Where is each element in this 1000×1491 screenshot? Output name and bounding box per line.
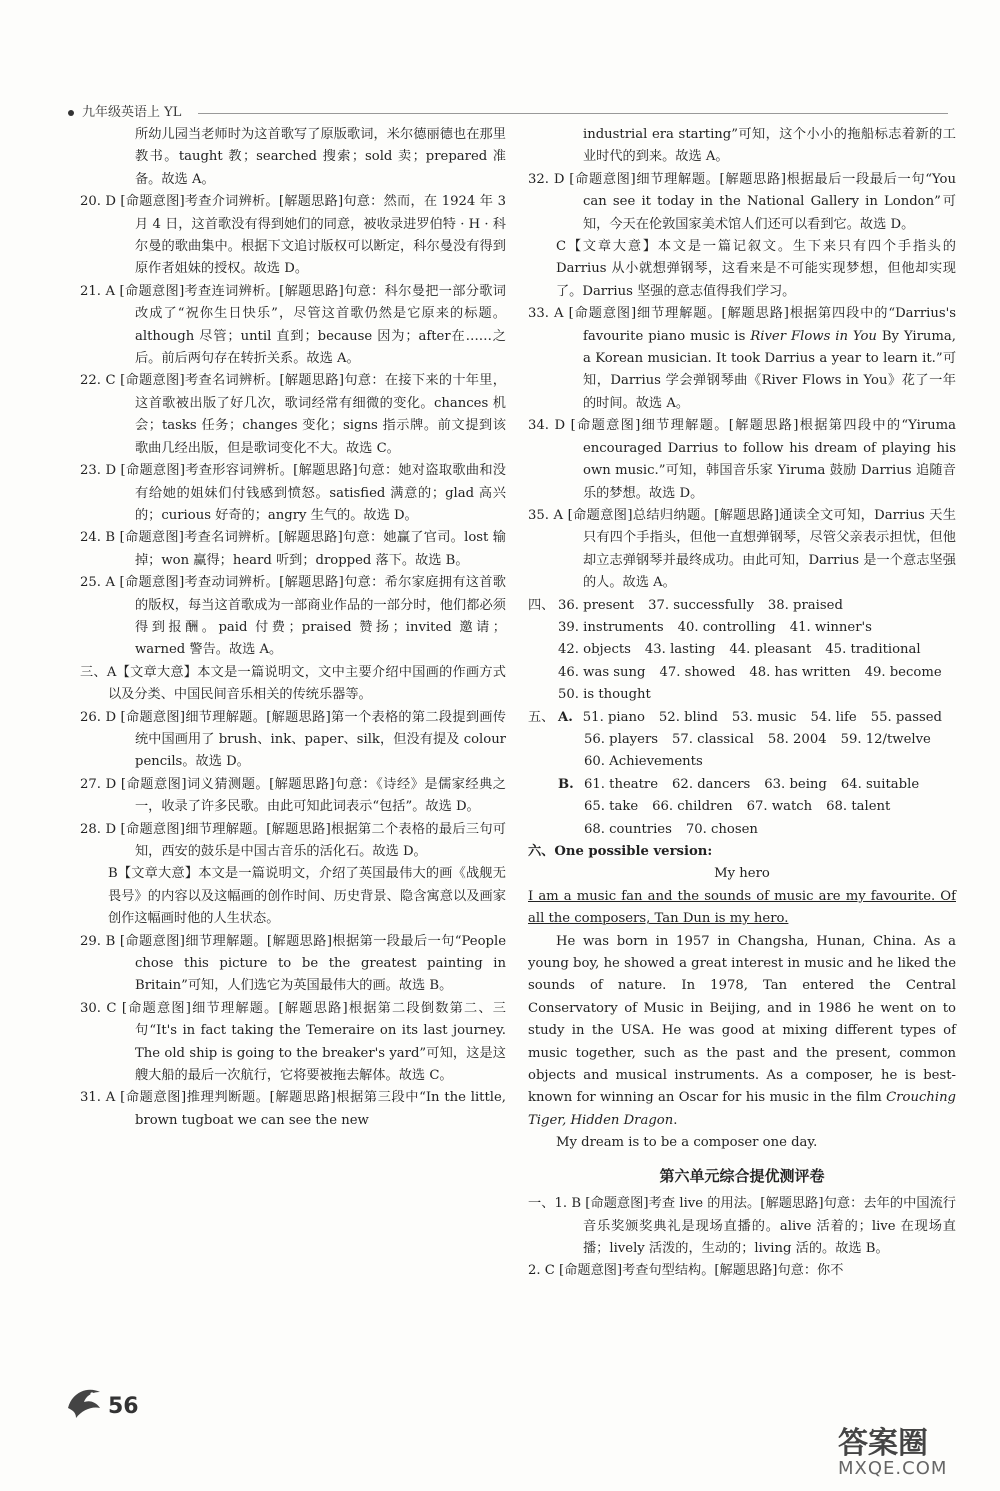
essay-opening: I am a music fan and the sounds of music are my favourite. Of all the composers, Tan Dun is my hero.	[528, 888, 956, 927]
answer-q24: 24. B [命题意图]考查名词辨析。[解题思路]句意：她赢了官司。lost 输掉；won 赢得；heard 听到；dropped 落下。故选 B。	[80, 530, 506, 568]
right-column	[528, 124, 956, 1283]
answer-item: 42. objects	[558, 642, 631, 658]
answer-q27: 27. D [命题意图]词义猜测题。[解题思路]句意：《诗经》是儒家经典之一，收录了许多民歌。由此可知此词表示“包括”。故选 D。	[80, 776, 506, 815]
answer-row	[558, 819, 956, 841]
answer-item: 62. dancers	[672, 776, 751, 792]
answer-q26: 26. D [命题意图]细节理解题。[解题思路]第一个表格的第二段提到画传统中国画用了 brush、ink、paper、silk，但没有提及 colour pencils。故选 D。	[80, 709, 506, 770]
answer-q29: 29. B [命题意图]细节理解题。[解题思路]根据第一段最后一句“People chose this picture to be the greatest painting in Britain”可知，人们选它为英国最伟大的画。故选 B。	[80, 933, 506, 994]
q33-text-a: 33. A [命题意图]细节理解题。[解题思路]根据第四段中的“Darrius's favourite piano music is	[528, 306, 956, 344]
answer-item: 53. music	[731, 709, 797, 725]
answer-item: 68. talent	[826, 799, 891, 815]
answer-item: 67. watch	[746, 799, 813, 815]
answer-item: 54. life	[810, 709, 857, 725]
answer-q30: 30. C [命题意图]细节理解题。[解题思路]根据第二段倒数第二、三句“It's in fact taking the Temeraire on its last journey. The old ship is going to the breaker's yard”可知，这是这艘大船的最后一次航行，它将要被拖去解体。故选 C。	[80, 1000, 506, 1084]
answer-part-label: B.	[558, 776, 574, 792]
answer-item: 39. instruments	[558, 619, 664, 635]
answer-row-label	[528, 617, 558, 639]
left-column	[80, 124, 506, 1132]
unit-test-title: 第六单元综合提优测评卷	[659, 1166, 825, 1185]
essay-title: My hero	[714, 866, 770, 882]
answer-item: 57. classical	[672, 731, 754, 747]
answer-item: 48. has written	[749, 664, 851, 680]
answer-q28: 28. D [命题意图]细节理解题。[解题思路]根据第二个表格的最后三句可知，西安的鼓乐是中国古音乐的活化石。故选 D。	[80, 821, 506, 859]
answer-row	[558, 751, 956, 773]
answer-item: 55. passed	[870, 709, 942, 725]
answer-part-label: A.	[558, 709, 573, 725]
answer-item: 41. winner's	[789, 619, 872, 635]
header-title: 九年级英语上 YL	[82, 105, 182, 120]
answer-item: 49. become	[864, 664, 942, 680]
answer-item: 52. blind	[658, 709, 718, 725]
answer-item: 68. countries	[584, 821, 672, 837]
answer-item: 38. praised	[767, 597, 843, 613]
answer-item: 64. suitable	[840, 776, 920, 792]
answer-item: 47. showed	[659, 664, 736, 680]
answer-unit6-q1: 一、1. B [命题意图]考查 live 的用法。[解题思路]句意：去年的中国流行音乐奖颁奖典礼是现场直播的。alive 活着的；live 在现场直播；lively 活泼的，生动的；living 活的。故选 B。	[528, 1196, 956, 1256]
watermark	[838, 1418, 958, 1482]
answer-item: 51. piano	[582, 709, 645, 725]
answer-item: 40. controlling	[677, 619, 776, 635]
answer-q25: 25. A [命题意图]考查动词辨析。[解题思路]句意：希尔家庭拥有这首歌的版权，每当这首歌成为一部商业作品的一部分时，他们都必须得到报酬。paid 付费；praised 赞扬；invited 邀请；warned 警告。故选 A。	[80, 575, 506, 658]
answer-row-label	[528, 684, 558, 706]
q33-song-title: River Flows in You	[750, 328, 877, 344]
answer-q33	[528, 303, 956, 415]
answer-q22: 22. C [命题意图]考查名词辨析。[解题思路]句意：在接下来的十年里，这首歌被出版了好几次，歌词经常有细微的变化。chances 机会；tasks 任务；changes 变化；signs 指示牌。前文提到该歌曲几经出版，但是歌词变化不大。故选 C。	[80, 373, 506, 456]
answer-item: 58. 2004	[767, 731, 827, 747]
watermark-url: MXQE.COM	[838, 1458, 948, 1479]
answer-item: 44. pleasant	[729, 642, 812, 658]
section-3c-summary: C【文章大意】本文是一篇记叙文。生下来只有四个手指头的 Darrius 从小就想弹钢琴，这看来是不可能实现梦想，但他却实现了。Darrius 坚强的意志值得我们学习。	[556, 239, 956, 299]
answer-item: 50. is thought	[558, 687, 651, 703]
answer-q31: 31. A [命题意图]推理判断题。[解题思路]根据第三段中“In the little, brown tugboat we can see the new	[80, 1090, 506, 1128]
answer-part-label	[558, 729, 584, 751]
section-3-summary: 三、A【文章大意】本文是一篇说明文，文中主要介绍中国画的作画方式以及分类、中国民间音乐相关的传统乐器等。	[80, 664, 506, 703]
answer-item: 63. being	[764, 776, 827, 792]
answer-item: 70. chosen	[685, 821, 758, 837]
page-header	[68, 103, 948, 123]
answer-item: 36. present	[558, 597, 635, 613]
answer-part-label	[558, 751, 584, 773]
answer-item: 43. lasting	[644, 642, 716, 658]
answer-row	[558, 729, 956, 751]
section-3b-summary: B【文章大意】本文是一篇说明文，介绍了英国最伟大的画《战舰无畏号》的内容以及这幅画的创作时间、历史背景、隐含寓意以及画家创作这幅画时他的人生状态。	[108, 866, 506, 927]
answer-item: 61. theatre	[584, 776, 659, 792]
answer-unit6-q2: 2. C [命题意图]考查句型结构。[解题思路]句意：你不	[528, 1263, 844, 1279]
answer-row-label: 四、	[528, 597, 555, 613]
page-number: 56	[108, 1394, 139, 1419]
answer-row	[558, 774, 956, 796]
answer-item: 59. 12/twelve	[840, 731, 931, 747]
answer-row	[558, 796, 956, 818]
answer-item: 66. children	[652, 799, 733, 815]
essay-film-title: Crouching Tiger, Hidden Dragon	[528, 1090, 956, 1128]
q33-text-b: By Yiruma, a Korean musician. It took Darrius a year to learn it.”可知，Darrius 学会弹钢琴曲《River Flows in You》花了一年的时间。故选 A。	[583, 328, 956, 411]
answer-q32: 32. D [命题意图]细节理解题。[解题思路]根据最后一段最后一句“You can see it today in the National Gallery in London”可知，今天在伦敦国家美术馆人们还可以看到它。故选 D。	[528, 171, 956, 232]
section-4-answers	[528, 595, 956, 707]
answer-q19-continued: 所幼儿园当老师时为这首歌写了原版歌词，米尔德丽德也在那里教书。taught 教；searched 搜索；sold 卖；prepared 准备。故选 A。	[135, 127, 506, 187]
bullet-dot	[68, 110, 74, 116]
answer-row-label	[528, 639, 558, 661]
answer-row	[528, 617, 956, 639]
answer-row	[528, 595, 956, 617]
answer-row	[528, 684, 956, 706]
answer-q21: 21. A [命题意图]考查连词辨析。[解题思路]句意：科尔曼把一部分歌词改成了“祝你生日快乐”，尽管这首歌仍然是它原来的标题。although 尽管；until 直到；because 因为；after在……之后。前后两句存在转折关系。故选 A。	[80, 283, 506, 367]
section-5-label: 五、	[528, 709, 555, 725]
answer-part-label	[558, 796, 584, 818]
answer-row	[558, 707, 956, 729]
answer-q20: 20. D [命题意图]考查介词辨析。[解题思路]句意：然而，在 1924 年 3 月 4 日，这首歌没有得到她们的同意，被收录进罗伯特 · H · 科尔曼的歌曲集中。根据下文追讨版权可以断定，科尔曼没有得到原作者姐妹的授权。故选 D。	[80, 194, 506, 277]
answer-q35: 35. A [命题意图]总结归纳题。[解题思路]通读全文可知，Darrius 天生只有四个手指头，但他一直想弹钢琴，尽管父亲表示担忧，但他却立志弹钢琴并最终成功。由此可知，Darrius 是一个意志坚强的人。故选 A。	[528, 507, 956, 591]
answer-part-label	[558, 819, 584, 841]
section-6-label: 六、One possible version:	[528, 844, 713, 859]
section-5-answers	[528, 707, 956, 841]
dolphin-logo-icon	[62, 1378, 106, 1422]
answer-row	[528, 662, 956, 684]
answer-item: 60. Achievements	[584, 754, 703, 770]
answer-item: 46. was sung	[558, 664, 646, 680]
essay-body	[528, 931, 956, 1133]
answer-row-label	[528, 662, 558, 684]
answer-q34: 34. D [命题意图]细节理解题。[解题思路]根据第四段中的“Yiruma encouraged Darrius to follow his dream of playing his own music.”可知，韩国音乐家 Yiruma 鼓励 Darrius 追随音乐的梦想。故选 D。	[528, 418, 956, 501]
answer-row	[528, 639, 956, 661]
essay-body-end: .	[673, 1112, 678, 1128]
header-rule	[198, 113, 948, 114]
essay-body-text: He was born in 1957 in Changsha, Hunan, China. As a young boy, he showed a great interest in music and he liked the sounds of nature. In 1978, Tan entered the Central Conservatory of Music in Beijing, and in 1986 he went on to study in the USA. He was good at mixing different types of music together, such as the past and the present, common objects and musical instruments. As a composer, he is best-known for winning an Oscar for his music in the film	[528, 933, 956, 1106]
essay-closing: My dream is to be a composer one day.	[556, 1135, 818, 1151]
answer-item: 56. players	[584, 731, 659, 747]
answer-item: 65. take	[584, 799, 639, 815]
answer-q31-continued: industrial era starting”可知，这个小小的拖船标志着新的工业时代的到来。故选 A。	[583, 127, 956, 165]
answer-item: 45. traditional	[825, 642, 921, 658]
watermark-logo-text: 答案圈	[838, 1426, 928, 1461]
answer-q23: 23. D [命题意图]考查形容词辨析。[解题思路]句意：她对盗取歌曲和没有给她的姐妹们付钱感到愤怒。satisfied 满意的；glad 高兴的；curious 好奇的；angry 生气的。故选 D。	[80, 463, 506, 523]
answer-item: 37. successfully	[648, 597, 754, 613]
